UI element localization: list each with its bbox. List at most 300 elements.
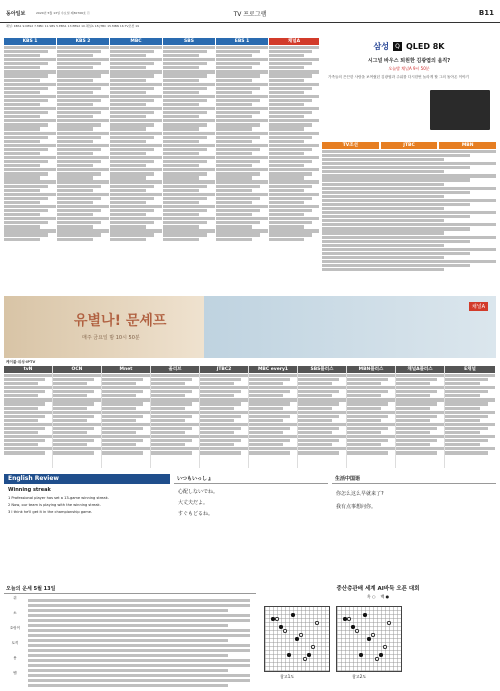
fortune-line [28,674,250,677]
schedule-line [269,99,312,102]
fortune-line [28,624,228,627]
schedule-line [298,378,339,381]
schedule-line [249,386,297,389]
fortune-line [28,634,250,637]
schedule-line [396,390,437,393]
schedule-line [151,431,185,434]
schedule-line [269,185,312,188]
schedule-line [322,264,470,267]
schedule-line [163,229,215,232]
english-review [4,474,170,578]
schedule-line [396,431,430,434]
schedule-line [347,390,388,393]
fortune-line [28,664,250,667]
schedule-line [269,164,304,167]
schedule-line [269,229,319,232]
schedule-line [269,83,319,86]
schedule-line [57,111,101,114]
schedule-line [57,136,101,139]
schedule-line [4,185,48,188]
schedule-line [102,386,150,389]
channel-header: TV조선 [322,142,379,149]
schedule-line [298,439,339,442]
schedule-line [269,79,304,82]
schedule-line [151,443,185,446]
schedule-line [53,427,94,430]
schedule-line [53,419,87,422]
schedule-line [269,103,304,106]
schedule-line [4,225,40,228]
schedule-line [269,209,312,212]
black-stone [307,653,310,656]
schedule-line [4,62,48,65]
zodiac-label: 뱀 [13,671,17,675]
schedule-line [57,54,93,57]
black-stone [367,637,370,640]
schedule-line [4,205,56,208]
schedule-line [57,140,93,143]
schedule-line [163,99,207,102]
schedule-line [200,443,234,446]
schedule-line [249,390,290,393]
schedule-line [200,415,241,418]
schedule-line [216,176,252,179]
schedule-line [269,119,319,122]
english-line: 2 Now, our team is playing with the winning streak. [8,503,101,507]
schedule-line [4,213,40,216]
schedule-line [347,435,395,438]
schedule-line [4,407,38,410]
schedule-line [445,407,480,410]
cable-column: OCN [53,366,102,468]
cable-column: JTBC2 [200,366,249,468]
fortune-line [28,669,228,672]
schedule-line [110,46,162,49]
schedule-line [4,136,48,139]
schedule-line [216,111,260,114]
schedule-line [53,398,101,401]
schedule-line [4,419,38,422]
schedule-line [163,152,199,155]
schedule-line [110,58,162,61]
schedule-line [347,439,388,442]
schedule-line [4,119,56,122]
schedule-line [53,447,101,450]
schedule-line [57,58,109,61]
schedule-line [163,205,215,208]
schedule-line [396,443,430,446]
schedule-line [396,378,437,381]
schedule-line [4,132,56,135]
schedule-column-kbs1 [4,38,56,283]
schedule-line [249,447,297,450]
schedule-line [163,193,215,196]
schedule-line [347,394,381,397]
schedule-line [102,411,150,414]
schedule-line [110,83,162,86]
schedule-line [4,189,40,192]
channel-header: EBS 1 [216,38,268,45]
schedule-line [249,427,290,430]
schedule-line [269,156,319,159]
schedule-line [163,160,207,163]
fortune-line [28,659,250,662]
schedule-line [53,415,94,418]
schedule-line [298,402,339,405]
white-stone [283,629,286,632]
schedule-line [4,87,48,90]
schedule-line [4,221,48,224]
schedule-line [57,156,109,159]
schedule-line [298,431,332,434]
schedule-line [445,411,495,414]
schedule-line [396,374,444,377]
schedule-line [57,99,101,102]
ad-brand: 삼성 [373,41,389,51]
schedule-line [216,201,252,204]
schedule-line [445,394,480,397]
schedule-line [249,402,290,405]
schedule-line [322,166,470,169]
channel-header: MBC [110,38,162,45]
schedule-line [57,62,101,65]
schedule-line [163,70,215,73]
schedule-line [163,66,199,69]
schedule-line [216,74,260,77]
schedule-line [4,197,48,200]
fortune-line [28,644,250,647]
schedule-line [322,150,496,153]
zodiac-label: 쥐 [13,596,17,600]
schedule-line [216,58,268,61]
schedule-line [396,382,430,385]
schedule-line [298,415,339,418]
schedule-line [4,103,40,106]
white-stone [311,645,314,648]
schedule-line [298,386,346,389]
schedule-line [4,431,38,434]
schedule-line [445,443,480,446]
schedule-line [57,205,109,208]
schedule-line [151,447,199,450]
fortune-title: 오늘의 운세 5월 13일 [4,584,256,594]
schedule-line [216,160,260,163]
schedule-line [322,252,470,255]
fortune-line [28,614,250,617]
schedule-line [4,435,52,438]
schedule-line [269,160,312,163]
schedule-line [163,144,215,147]
schedule-line [110,213,146,216]
schedule-line [163,201,199,204]
schedule-line [163,95,215,98]
schedule-line [57,201,93,204]
schedule-line [163,87,207,90]
schedule-line [200,427,241,430]
schedule-line [102,419,136,422]
schedule-line [269,168,319,171]
schedule-line [151,374,199,377]
schedule-line [269,193,319,196]
schedule-line [102,447,150,450]
schedule-line [163,115,199,118]
schedule-line [4,172,48,175]
schedule-line [110,209,154,212]
fortune-line [28,679,250,682]
schedule-line [110,205,162,208]
black-stone [271,617,274,620]
cable-column: 올리브 [151,366,200,468]
schedule-line [322,240,470,243]
schedule-line [57,217,109,220]
schedule-line [216,91,252,94]
schedule-line [347,398,395,401]
black-stone [379,653,382,656]
schedule-line [57,221,101,224]
schedule-line [4,123,48,126]
schedule-line [4,378,45,381]
schedule-line [4,443,38,446]
schedule-line [216,205,268,208]
schedule-line [110,123,154,126]
schedule-line [445,374,495,377]
schedule-line [216,46,268,49]
schedule-line [57,119,109,122]
schedule-line [322,195,444,198]
schedule-line [102,451,143,454]
schedule-line [298,427,339,430]
schedule-line [216,164,252,167]
schedule-line [53,382,87,385]
schedule-line [4,382,38,385]
schedule-line [216,180,268,183]
fortune-line [28,609,228,612]
schedule-line [110,180,162,183]
schedule-line [4,99,48,102]
schedule-line [216,148,260,151]
schedule-line [57,50,101,53]
schedule-line [216,185,260,188]
schedule-line [445,382,480,385]
schedule-line [347,407,381,410]
schedule-line [269,50,312,53]
schedule-line [53,386,101,389]
schedule-line [57,144,109,147]
schedule-line [4,374,52,377]
schedule-line [4,115,40,118]
schedule-line [110,172,154,175]
ad-headline: 시그널 바우스 퇴원한 김광엽의 움직? [367,58,451,64]
schedule-line [347,378,388,381]
schedule-line [322,199,496,202]
schedule-line [57,103,93,106]
chinese-title: 生活中国语 [332,474,496,484]
schedule-line [163,50,207,53]
schedule-line [110,111,154,114]
schedule-line [4,111,48,114]
schedule-line [200,435,248,438]
schedule-line [445,447,495,450]
schedule-line [396,439,437,442]
schedule-line [322,154,470,157]
black-stone [295,637,298,640]
schedule-line [200,447,248,450]
schedule-line [269,205,319,208]
schedule-line [322,248,496,251]
schedule-line [216,221,260,224]
schedule-line [4,176,40,179]
schedule-line [102,415,143,418]
schedule-line [322,256,444,259]
schedule-line [322,231,444,234]
schedule-line [200,419,234,422]
schedule-line [53,407,87,410]
schedule-line [347,447,395,450]
schedule-line [57,185,101,188]
schedule-line [163,91,199,94]
schedule-line [445,398,495,401]
schedule-line [269,152,304,155]
schedule-line [249,382,283,385]
schedule-line [216,140,252,143]
schedule-line [396,402,437,405]
schedule-line [4,427,45,430]
schedule-line [269,172,312,175]
schedule-line [163,58,215,61]
black-stone [359,653,362,656]
schedule-line [110,107,162,110]
schedule-line [200,386,248,389]
schedule-line [4,79,40,82]
schedule-line [216,127,252,130]
schedule-line [347,402,388,405]
schedule-line [249,407,283,410]
schedule-line [110,54,146,57]
schedule-line [57,46,109,49]
schedule-line [322,236,496,239]
schedule-line [216,54,252,57]
schedule-line [200,382,234,385]
schedule-line [216,62,260,65]
schedule-line [53,378,94,381]
schedule-line [269,95,319,98]
schedule-line [110,201,146,204]
schedule-line [200,378,241,381]
schedule-line [110,152,146,155]
black-stone [351,625,354,628]
japanese-line: すぐもどるね。 [178,511,214,517]
schedule-line [4,140,40,143]
schedule-line [396,447,444,450]
schedule-line [445,435,495,438]
white-stone [347,617,350,620]
channel-header: 채널A [269,38,319,45]
zodiac-label: 호랑이 [9,626,21,630]
schedule-line [57,91,93,94]
schedule-line [4,451,45,454]
schedule-line [110,103,146,106]
fortune-line [28,684,228,687]
channel-header: KBS 1 [4,38,56,45]
schedule-line [57,95,109,98]
schedule-line [216,225,252,228]
schedule-line [163,197,207,200]
schedule-line [163,176,199,179]
schedule-line [102,398,150,401]
page-header [0,0,500,23]
schedule-line [269,107,319,110]
schedule-line [298,394,332,397]
schedule-line [216,107,268,110]
schedule-line [53,435,101,438]
schedule-line [4,152,40,155]
player-black: 흑 ○ [366,594,376,599]
schedule-line [322,191,470,194]
schedule-line [216,95,268,98]
white-stone [299,633,302,636]
schedule-line [102,407,136,410]
schedule-line [151,378,192,381]
schedule-line [347,443,381,446]
schedule-line [4,70,56,73]
schedule-line [298,435,346,438]
schedule-line [53,423,101,426]
schedule-line [57,197,101,200]
schedule-line [269,136,312,139]
schedule-line [4,415,45,418]
schedule-line [4,144,56,147]
newspaper-name: 동아일보 [6,11,26,17]
schedule-line [200,398,248,401]
schedule-line [269,62,312,65]
schedule-line [163,46,215,49]
schedule-line [322,215,470,218]
schedule-line [249,378,290,381]
white-stone [303,657,306,660]
baduk-column [260,584,496,688]
schedule-line [110,62,154,65]
schedule-line [163,119,215,122]
black-stone [363,613,366,616]
schedule-line [269,66,304,69]
schedule-line [163,107,215,110]
schedule-line [322,203,470,206]
schedule-line [163,156,215,159]
channel-header: SBS [163,38,215,45]
issue-date: 2020년 5월 13일 수요일 제30706호 ⓒ [36,11,90,15]
schedule-line [298,419,332,422]
schedule-line [163,140,199,143]
schedule-line [347,411,395,414]
schedule-line [322,183,444,186]
schedule-line [269,238,304,241]
schedule-line [151,415,192,418]
schedule-line [163,209,207,212]
schedule-line [110,50,154,53]
schedule-line [151,402,192,405]
ad-sub: 오늘밤 채널A 9시 50분 [388,66,430,71]
schedule-line [57,123,101,126]
english-line: 1 Professional player has set a 13-game winning streak. [8,496,109,500]
schedule-line [298,374,346,377]
schedule-line [269,127,304,130]
schedule-line [269,201,304,204]
schedule-line [249,431,283,434]
schedule-line [347,386,395,389]
schedule-line [200,402,241,405]
fortune-line [28,654,228,657]
schedule-line [57,189,93,192]
